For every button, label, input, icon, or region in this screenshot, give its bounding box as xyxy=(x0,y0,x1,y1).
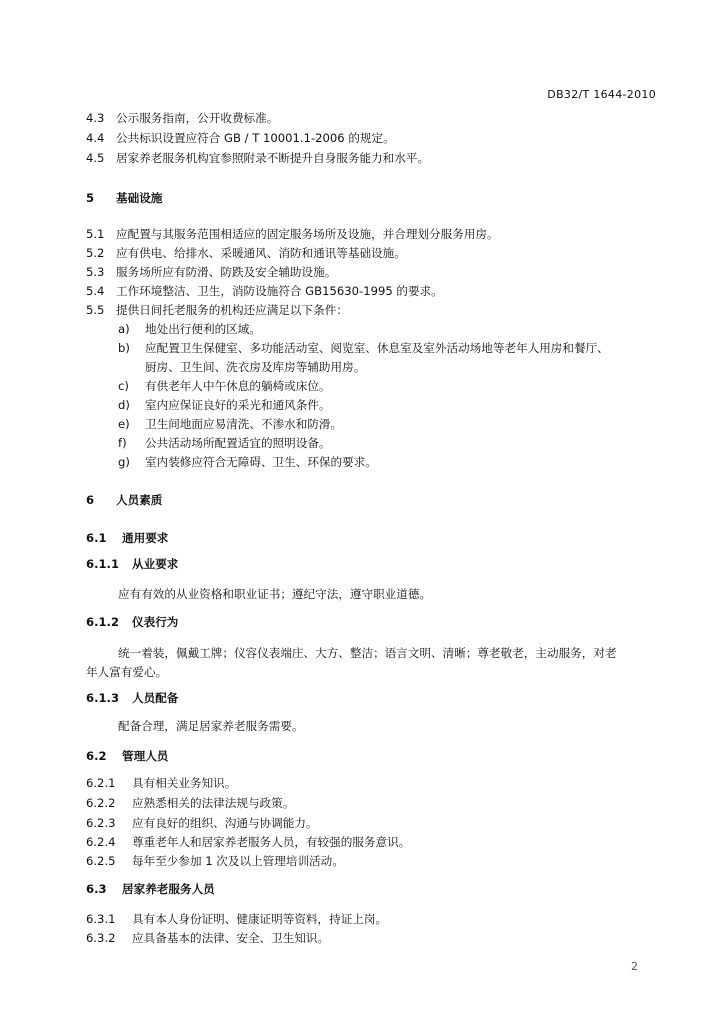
list-item-b-continued: 厨房、卫生间、洗衣房及库房等辅助用房。 xyxy=(145,360,366,374)
document-page: DB32/T 1644-2010 4.3 公示服务指南，公开收费标准。 4.4 公共标识设置应符合 GB / T 10001.1-2006 的规定。 4.5 居家养老服务机构宜参照附录不断提升自身服务能力和水平。 5 基础设施 5.1 应配置与其服务范围相适应的固定服务场所及设施，并合理划分服务用房。 5.2 应有供电、给排水、采暖通风、消防和通讯等基础设施。 5.3 服务场所应有防滑、防跌及安全辅助设施。 5.4 工作环境整洁、卫生，消防设施符合 GB15630-1995 的要求。 5.5 提供日间托老服务的机构还应满足以下条件： a) 地处出行便利的区域。 b) 应配置卫生保健室、多功能活动室、阅览室、休息室及室外活动场地等老年人用房和餐厅、 厨房、卫生间、洗衣房及库房等辅助用房。 c) 有供老年人中午休息的躺椅或床位。 d) 室内应保证良好的采光和通风条件。 e) 卫生间地面应易清洗、不渗水和防滑。 f) 公共活动场所配置适宜的照明设备。 g) 室内装修应符合无障碍、卫生、环保的要求。 6 人员素质 6.1 通用要求 6.1.1 从业要求 应有有效的从业资格和职业证书；遵纪守法，遵守职业道德。 6.1.2 仪表行为 统一着装，佩戴工牌；仪容仪表端庄、大方、整洁；语言文明、清晰；尊老敬老，主动服务，对老 年人富有爱心。 6.1.3 人员配备 配备合理，满足居家养老服务需要。 6.2 管理人员 6.2.1 具有相关业务知识。 6.2.2 应熟悉相关的法律法规与政策。 6.2.3 应有良好的组织、沟通与协调能力。 6.2.4 尊重老年人和居家养老服务人员，有较强的服务意识。 6.2.5 每年至少参加 1 次及以上管理培训活动。 6.3 居家养老服务人员 6.3.1 具有本人身份证明、健康证明等资料，持证上岗。 6.3.2 应具备基本的法律、安全、卫生知识。 2 xyxy=(86,88,656,973)
paragraph-6-1-3: 配备合理，满足居家养老服务需要。 xyxy=(118,719,304,733)
paragraph-6-1-2: 统一着装，佩戴工牌；仪容仪表端庄、大方、整洁；语言文明、清晰；尊老敬老，主动服务，对老 xyxy=(118,646,617,660)
paragraph-6-1-1: 应有有效的从业资格和职业证书；遵纪守法，遵守职业道德。 xyxy=(118,587,432,601)
page-number: 2 xyxy=(631,960,638,973)
standard-code: DB32/T 1644-2010 xyxy=(547,88,656,101)
paragraph-6-1-2-continued: 年人富有爱心。 xyxy=(86,665,168,679)
